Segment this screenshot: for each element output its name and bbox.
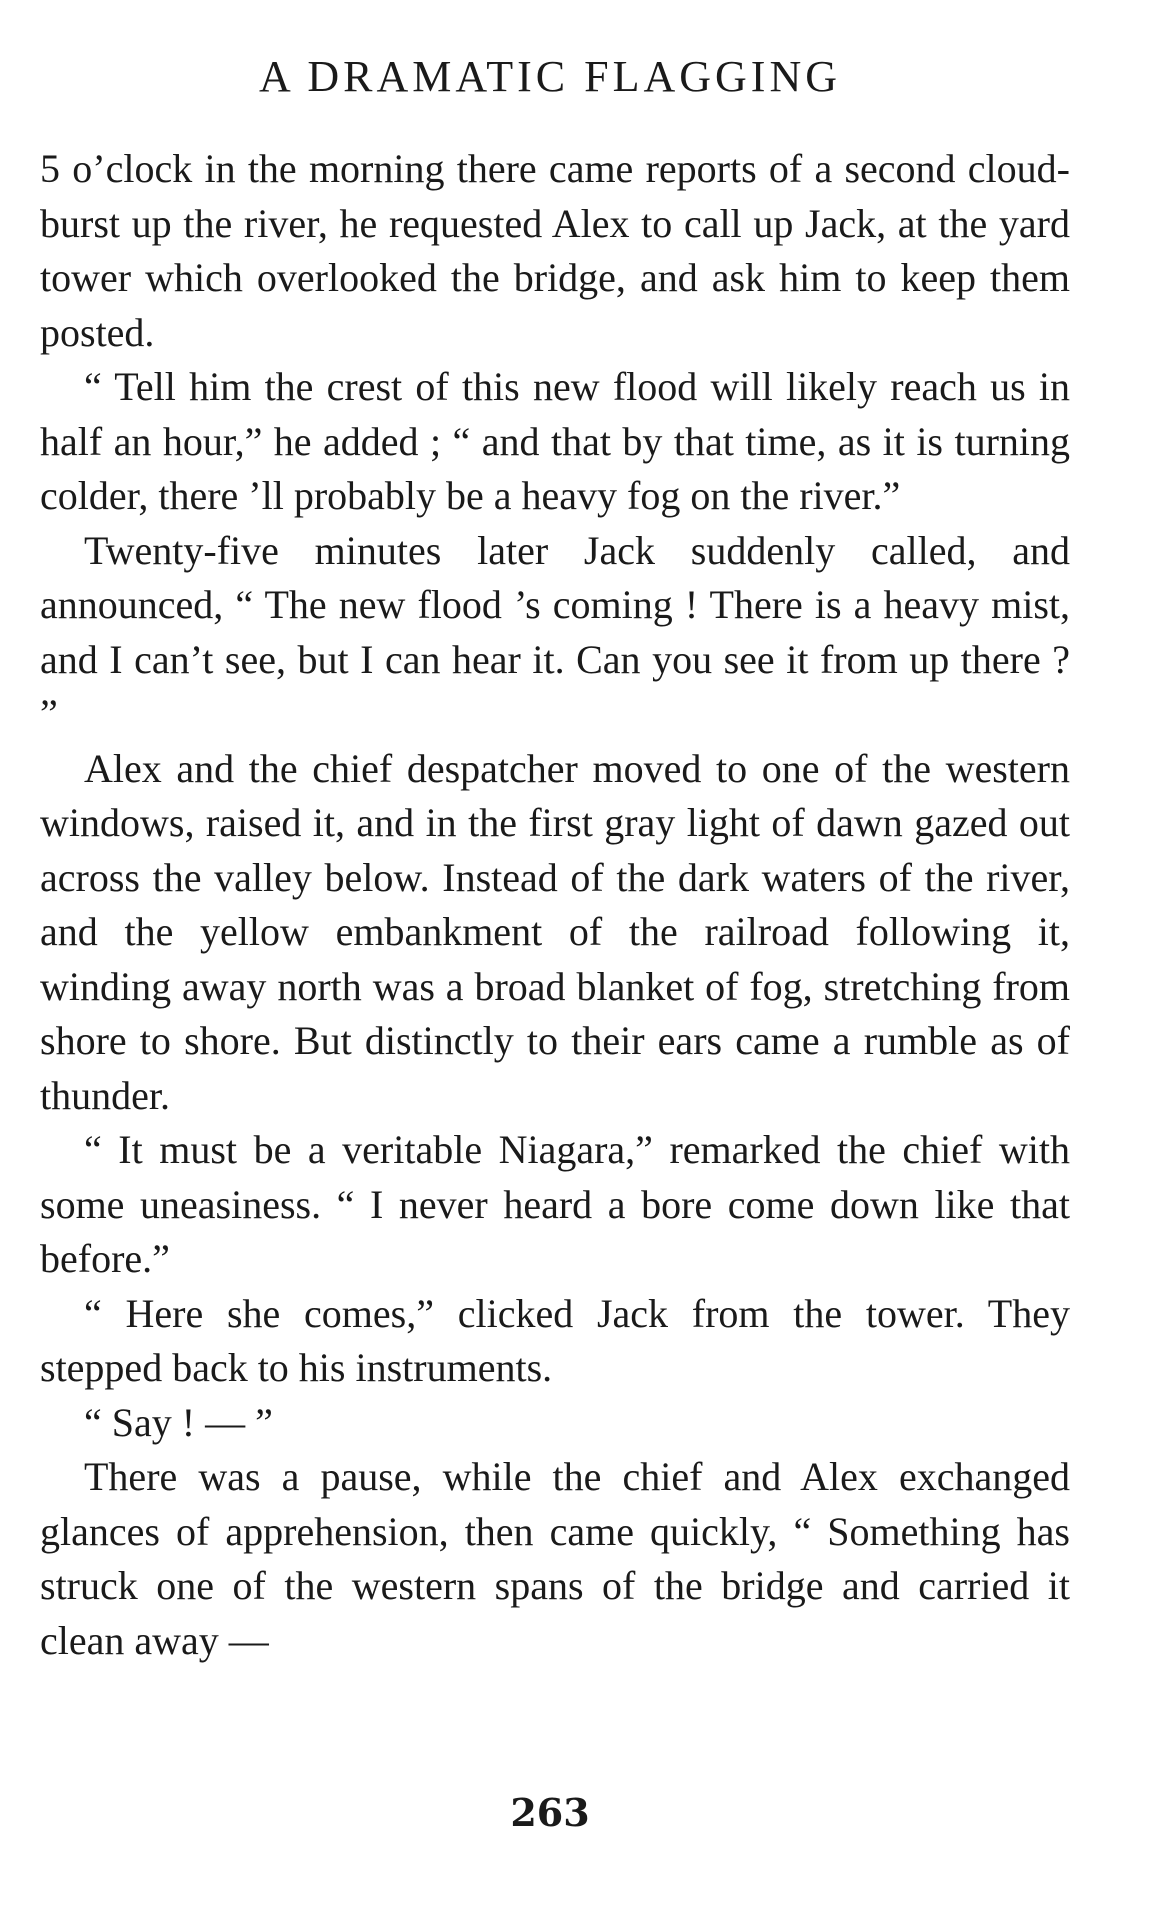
paragraph: There was a pause, while the chief and Alex exchanged glances of apprehension, then came quickly, “ Something has struck one of the western spans of the bridge and carried it clean away — bbox=[40, 1454, 1070, 1663]
paragraph: “ Say ! — ” bbox=[84, 1399, 273, 1445]
paragraph: 5 o’clock in the morning there came reports of a second cloud-burst up the river, he requested Alex to call up Jack, at the yard tower which overlooked the bridge, and ask him to keep them posted. bbox=[40, 146, 1070, 355]
body-text bbox=[40, 142, 1070, 1668]
paragraph: Alex and the chief despatcher moved to one of the western windows, raised it, and in the first gray light of dawn gazed out across the valley below. Instead of the dark waters of the river, and the yellow embankment of the railroad following it, winding away north was a broad blanket of fog, stretching from shore to shore. But distinctly to their ears came a rumble as of thunder. bbox=[40, 745, 1070, 1118]
paragraph: Twenty-five minutes later Jack suddenly called, and announced, “ The new flood ’s coming ! There is a heavy mist, and I can’t see, but I can hear it. Can you see it from up there ? ” bbox=[40, 527, 1070, 736]
paragraph: “ Here she comes,” clicked Jack from the tower. They stepped back to his instruments. bbox=[40, 1290, 1070, 1390]
running-head: A DRAMATIC FLAGGING bbox=[258, 52, 842, 101]
paragraph: “ It must be a veritable Niagara,” remarked the chief with some uneasiness. “ I never heard a bore come down like that before.” bbox=[40, 1127, 1070, 1281]
paragraph: “ Tell him the crest of this new flood will likely reach us in half an hour,” he added ; “ and that by that time, as it is turning colder, there ’ll probably be a heavy fog on the river.” bbox=[40, 364, 1070, 518]
page-number: 263 bbox=[510, 1790, 590, 1835]
